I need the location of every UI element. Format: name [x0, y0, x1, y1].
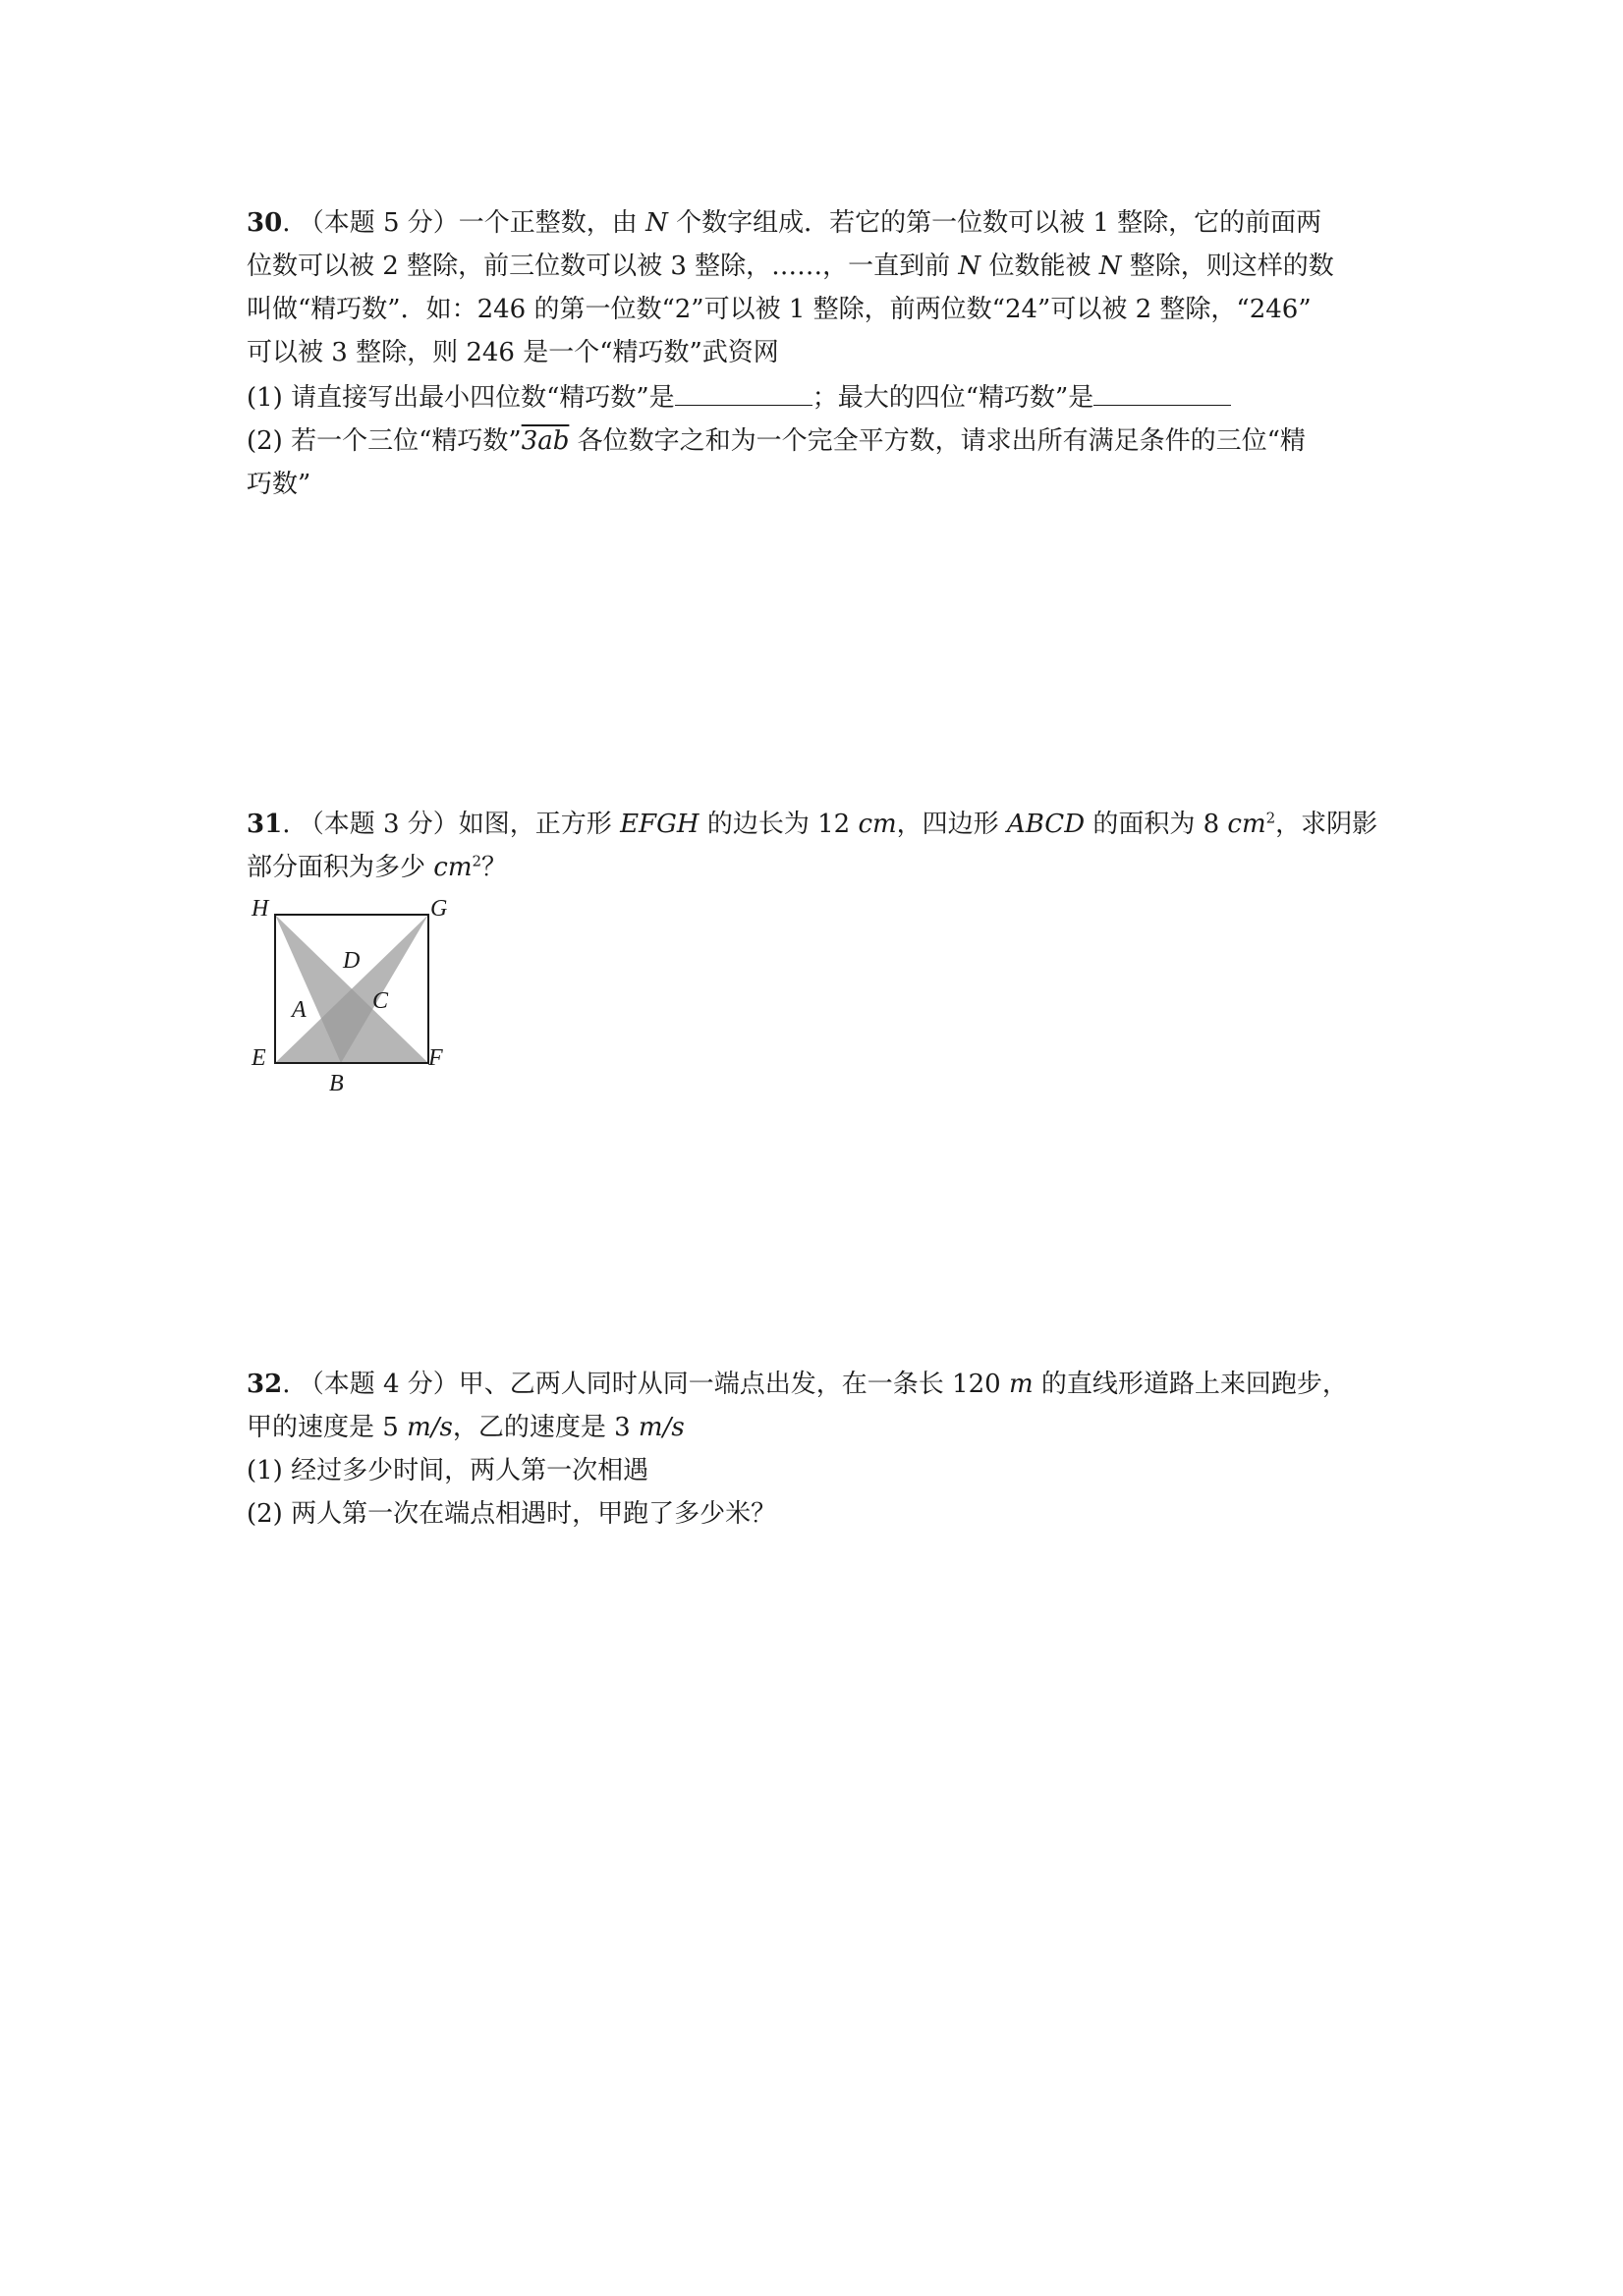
q30-line-3: 叫做“精巧数”．如：246 的第一位数“2”可以被 1 整除，前两位数“24”可以被 2 整除，“246”: [247, 295, 1312, 324]
label-d: D: [343, 948, 361, 974]
q30-line-2: 位数可以被 2 整除，前三位数可以被 3 整除，……，一直到前 N 位数能被 N 整除，则这样的数: [247, 252, 1334, 281]
question-number: 30: [247, 208, 283, 238]
question-number: 32: [247, 1370, 283, 1399]
q30-line-1: 30. （本题 5 分）一个正整数，由 N 个数字组成．若它的第一位数可以被 1 整除，它的前面两: [247, 208, 1322, 238]
q32-line-2: 甲的速度是 5 m/s，乙的速度是 3 m/s: [247, 1413, 685, 1442]
answer-blank[interactable]: [1093, 381, 1231, 406]
score-note: （本题 3 分）: [298, 810, 459, 839]
label-g: G: [430, 896, 448, 922]
question-number: 31: [247, 810, 283, 839]
q30-part-2: (2) 若一个三位“精巧数”3ab 各位数字之和为一个完全平方数，请求出所有满足条件的三位“精: [247, 426, 1306, 456]
overline-number: 3ab: [521, 426, 570, 456]
answer-blank[interactable]: [675, 381, 812, 406]
q31-line-1: 31. （本题 3 分）如图，正方形 EFGH 的边长为 12 cm，四边形 ABCD 的面积为 8 $cm^2$，求阴影: [247, 809, 1378, 839]
square-figure: [250, 896, 456, 1092]
label-h: H: [252, 896, 269, 922]
q30-line-4: 可以被 3 整除，则 246 是一个“精巧数”武资网: [247, 338, 779, 367]
q31-line-2: 部分面积为多少 $cm^2$？: [247, 852, 508, 882]
label-e: E: [252, 1045, 266, 1071]
label-a: A: [292, 997, 307, 1023]
q30-part-1: (1) 请直接写出最小四位数“精巧数”是 ；最大的四位“精巧数”是: [247, 377, 1231, 414]
q32-part-2: (2) 两人第一次在端点相遇时，甲跑了多少米？: [247, 1499, 777, 1529]
score-note: （本题 5 分）: [298, 208, 459, 238]
q32-line-1: 32. （本题 4 分）甲、乙两人同时从同一端点出发，在一条长 120 m 的直线形道路上来回跑步，: [247, 1370, 1348, 1399]
q32-part-1: (1) 经过多少时间，两人第一次相遇: [247, 1456, 649, 1485]
label-f: F: [428, 1045, 443, 1071]
q30-part-2-cont: 巧数”: [247, 470, 311, 499]
score-note: （本题 4 分）: [298, 1370, 459, 1399]
label-c: C: [372, 988, 389, 1014]
label-b: B: [329, 1071, 344, 1092]
